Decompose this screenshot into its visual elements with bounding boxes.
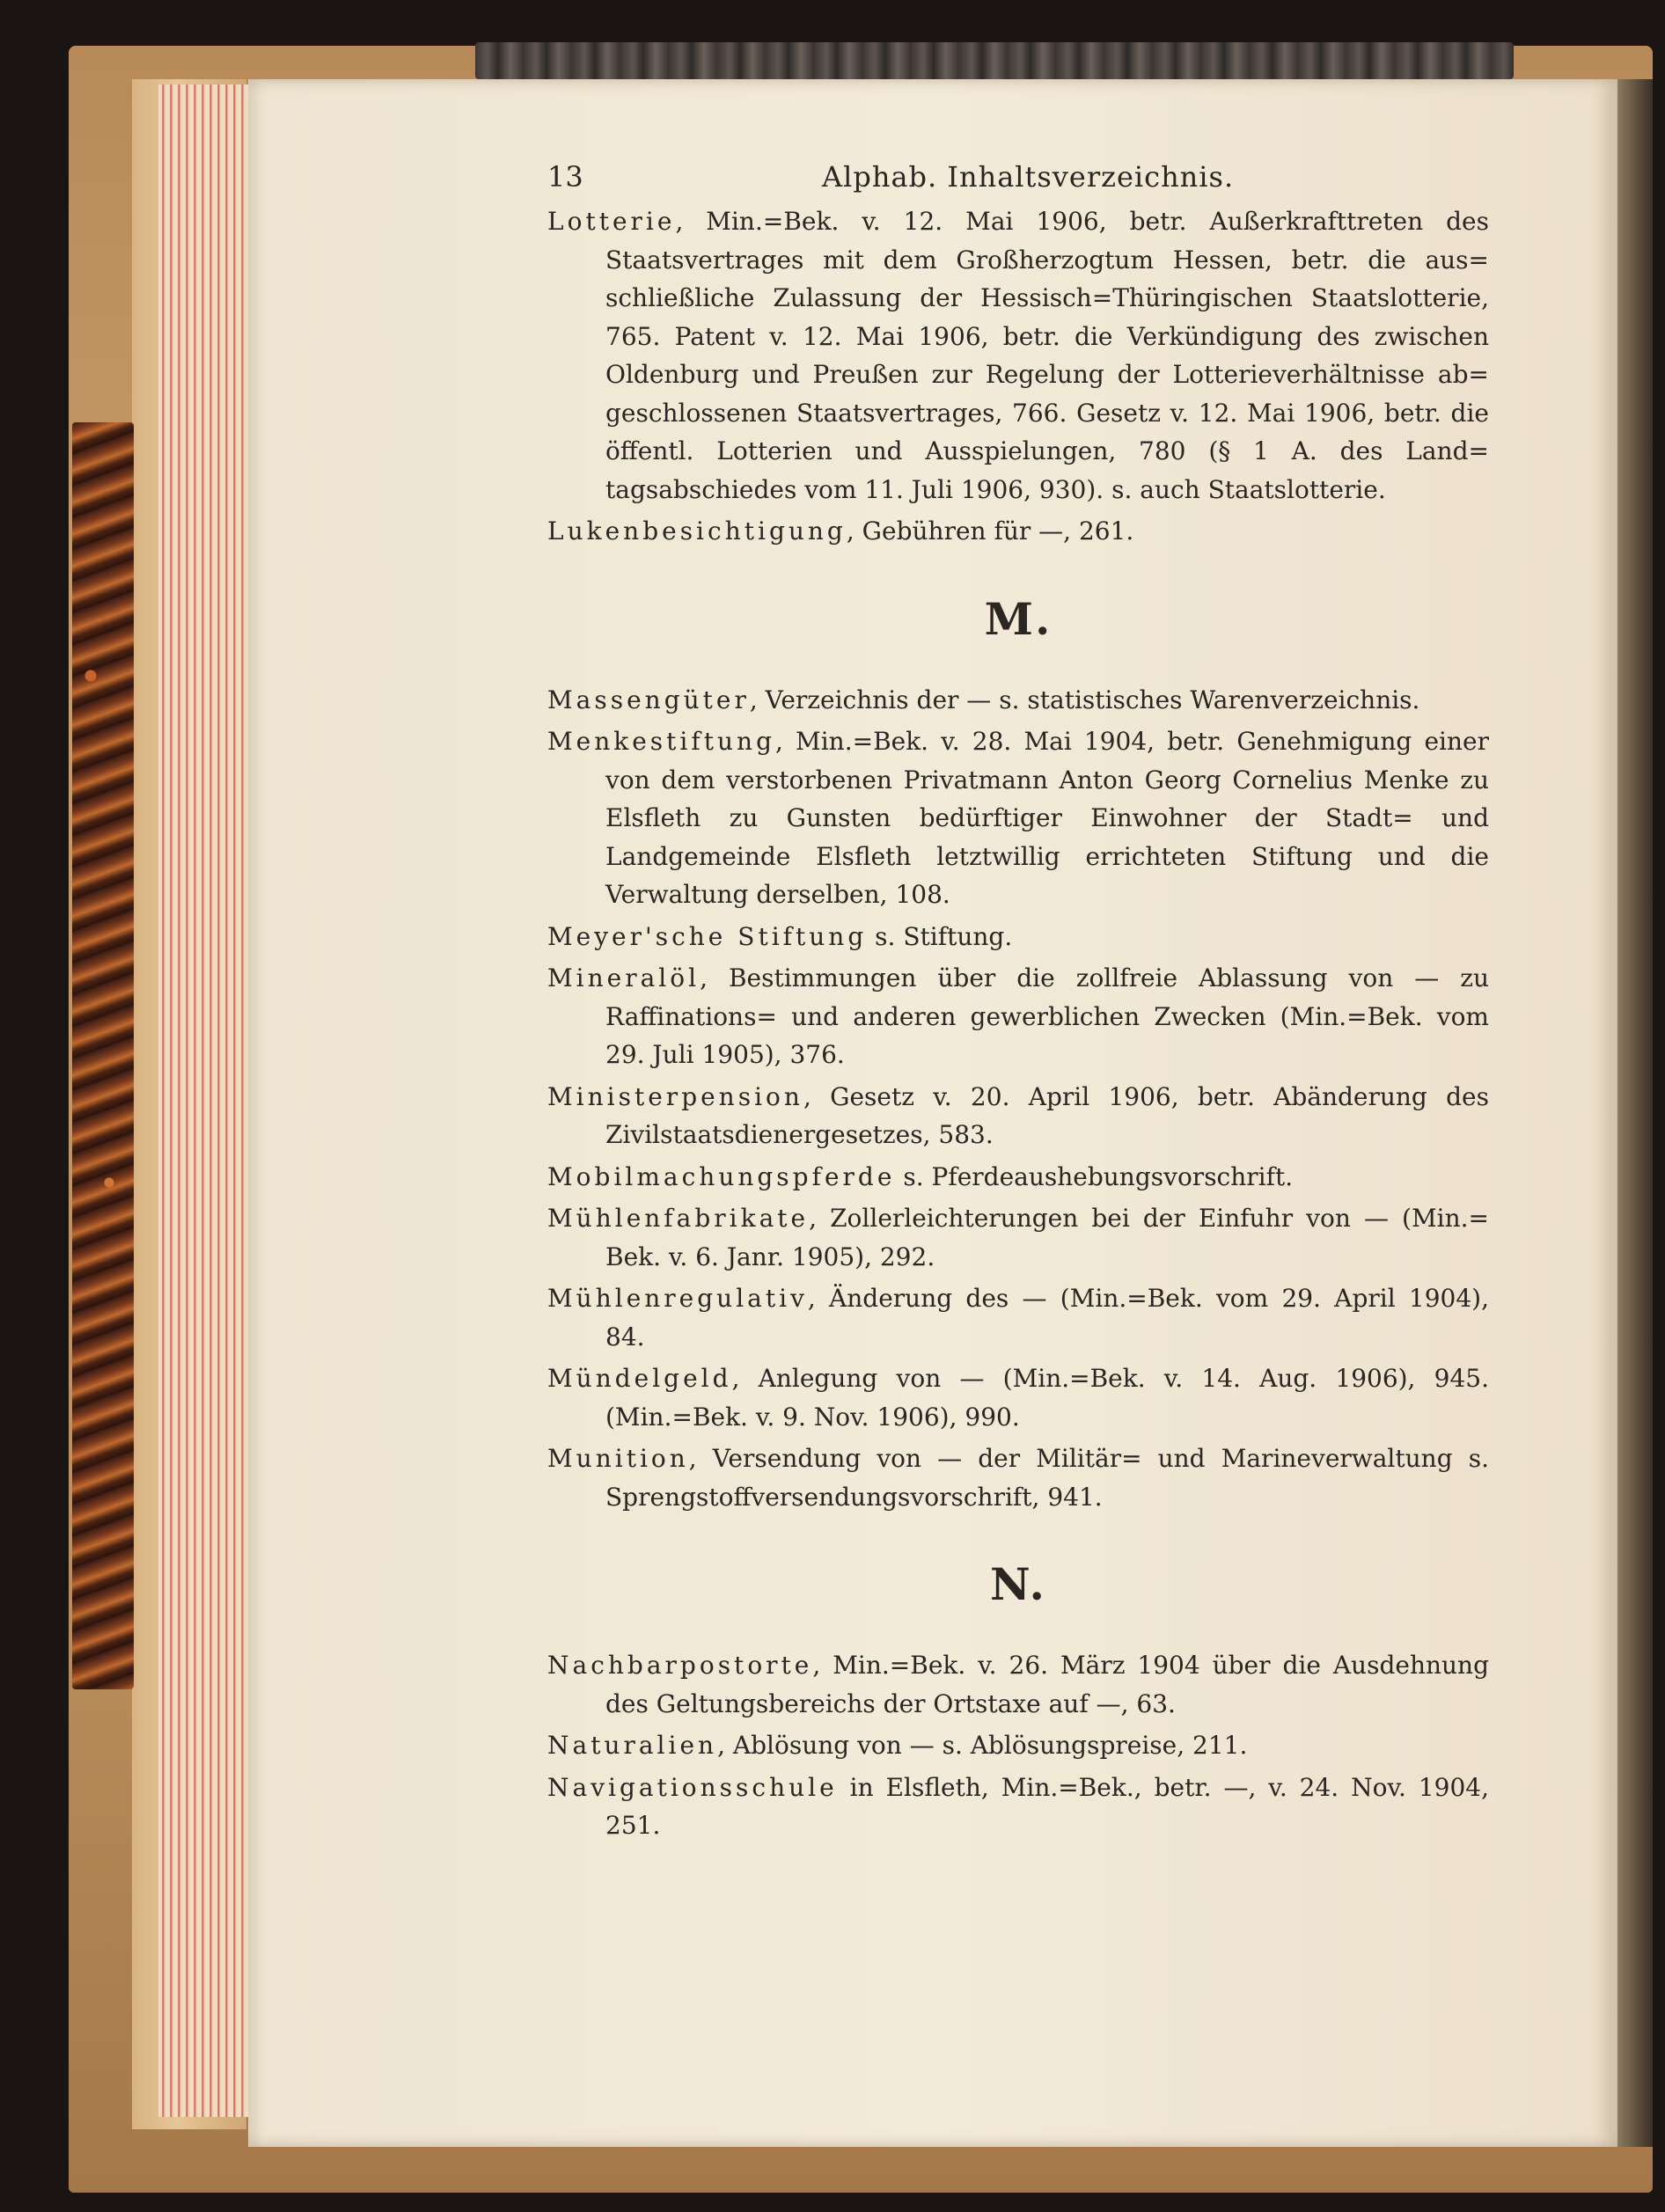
- page-title: Alphab. Inhaltsverzeichnis.: [822, 160, 1235, 194]
- entry-headword: Nachbarpostorte: [547, 1651, 813, 1680]
- index-entry: [547, 1359, 1489, 1436]
- entry-headword: Menkestiftung: [547, 727, 775, 756]
- entry-text: , Anlegung von — (Min.=Bek. v. 14. Aug. 1906), 945. (Min.=Bek. v. 9. Nov. 1906), 990.: [605, 1364, 1489, 1432]
- section-heading-n: N.: [990, 1558, 1046, 1610]
- page-content: [547, 150, 1489, 1845]
- page-edges: [158, 84, 255, 2117]
- entry-text: , Min.=Bek. v. 12. Mai 1906, betr. Außerkrafttreten des Staatsvertrages mit dem Großherzogtum Hessen, betr. die aus= schließliche Zulassung der Hessisch=Thüringischen Staatslotterie, 765. Patent v. 12. Mai 1906, betr. die Verkündigung des zwischen Oldenburg und Preußen zur Regelung der Lotterieverhältnisse ab= geschlossenen Staatsvertrages, 766. Gesetz v. 12. Mai 1906, betr. die öffentl. Lotterien und Ausspielungen, 780 (§ 1 A. des Land= tagsabschiedes vom 11. Juli 1906, 930). s. auch Staatslotterie.: [605, 207, 1489, 504]
- entry-text: s. Pferdeaushebungsvorschrift.: [895, 1161, 1294, 1191]
- index-entry: [547, 1158, 1489, 1197]
- entry-headword: Lukenbesichtigung: [547, 516, 847, 546]
- entry-headword: Meyer'sche Stiftung: [547, 921, 868, 951]
- index-entry: [547, 512, 1489, 551]
- running-head: [547, 150, 1489, 202]
- entries-l: [547, 202, 1489, 551]
- entry-headword: Lotterie: [547, 207, 676, 236]
- entry-headword: Navigationsschule: [547, 1772, 838, 1802]
- page-shadow: [1617, 79, 1653, 2147]
- marbled-cover-side: [72, 422, 134, 1689]
- entry-text: , Gesetz v. 20. April 1906, betr. Abänderung des Zivilstaatsdienergesetzes, 583.: [605, 1081, 1489, 1149]
- entry-text: , Ablösung von — s. Ablösungspreise, 211.: [717, 1731, 1248, 1760]
- entry-headword: Mündelgeld: [547, 1364, 732, 1393]
- entry-headword: Munition: [547, 1444, 689, 1473]
- entries-m: [547, 681, 1489, 1517]
- entry-headword: Ministerpension: [547, 1081, 803, 1111]
- entry-headword: Naturalien: [547, 1731, 718, 1760]
- index-entry: [547, 918, 1489, 956]
- entry-headword: Massengüter: [547, 685, 750, 714]
- index-entry: [547, 1769, 1489, 1845]
- index-entry: [547, 959, 1489, 1074]
- entry-text: , Zollerleichterungen bei der Einfuhr von — (Min.= Bek. v. 6. Janr. 1905), 292.: [605, 1204, 1489, 1271]
- entry-text: , Min.=Bek. v. 26. März 1904 über die Ausdehnung des Geltungsbereichs der Ortstaxe auf —, 63.: [605, 1651, 1489, 1718]
- entry-headword: Mühlenregulativ: [547, 1284, 808, 1313]
- entry-text: , Änderung des — (Min.=Bek. vom 29. April 1904), 84.: [605, 1284, 1489, 1351]
- index-entry: [547, 202, 1489, 509]
- entry-headword: Mühlenfabrikate: [547, 1204, 810, 1233]
- entry-headword: Mobilmachungspferde: [547, 1161, 896, 1191]
- entry-text: in Elsfleth, Min.=Bek., betr. —, v. 24. Nov. 1904, 251.: [605, 1772, 1489, 1840]
- section-heading-m: M.: [984, 592, 1053, 645]
- entry-text: , Versendung von — der Militär= und Marineverwaltung s. Sprengstoffversendungsvorschrift, 941.: [605, 1444, 1489, 1512]
- entry-text: , Bestimmungen über die zollfreie Ablassung von — zu Raffinations= und anderen gewerblichen Zwecken (Min.=Bek. vom 29. Juli 1905), 376.: [605, 963, 1489, 1069]
- index-entry: [547, 1646, 1489, 1723]
- entry-text: , Gebühren für —, 261.: [846, 516, 1134, 546]
- index-entry: [547, 1279, 1489, 1356]
- index-entry: [547, 681, 1489, 720]
- entry-text: s. Stiftung.: [867, 921, 1013, 951]
- index-entry: [547, 1199, 1489, 1276]
- index-entry: [547, 1726, 1489, 1765]
- index-entry: [547, 1078, 1489, 1154]
- entry-text: , Min.=Bek. v. 28. Mai 1904, betr. Genehmigung einer von dem verstorbenen Privatmann Anton Georg Cornelius Menke zu Elsfleth zu Gunsten bedürftiger Einwohner der Stadt= und Landgemeinde Elsfleth letztwillig errichteten Stiftung und die Verwaltung derselben, 108.: [605, 727, 1489, 909]
- page-number: 13: [547, 160, 583, 194]
- entries-n: [547, 1646, 1489, 1845]
- index-entry: [547, 1439, 1489, 1516]
- index-entry: [547, 722, 1489, 914]
- entry-text: , Verzeichnis der — s. statistisches Warenverzeichnis.: [749, 685, 1420, 714]
- marbled-cover-top: [475, 42, 1514, 79]
- entry-headword: Mineralöl: [547, 963, 700, 992]
